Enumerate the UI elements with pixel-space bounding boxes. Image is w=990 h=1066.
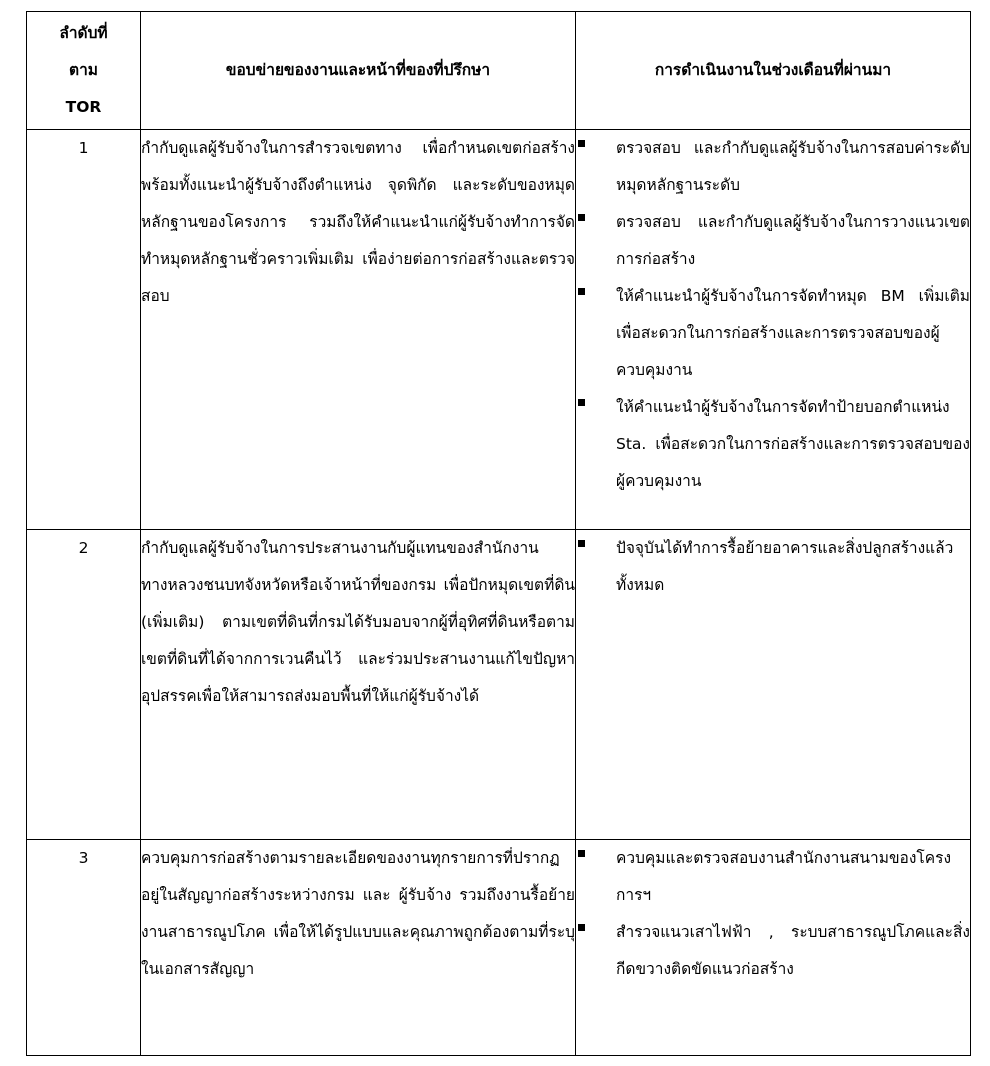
header-past-month-work: การดำเนินงานในช่วงเดือนที่ผ่านมา [576, 12, 971, 130]
square-bullet-icon [578, 540, 585, 547]
table-row [27, 130, 971, 530]
square-bullet-icon [578, 140, 585, 147]
table-row [27, 530, 971, 840]
work-item-text: สำรวจแนวเสาไฟฟ้า , ระบบสาธารณูปโภคและสิ่งกีดขวางติดขัดแนวก่อสร้าง [616, 923, 970, 978]
work-item [576, 130, 970, 204]
square-bullet-icon [578, 924, 585, 931]
work-item [576, 530, 970, 604]
work-item-text: ควบคุมและตรวจสอบงานสำนักงานสนามของโครงการฯ [616, 849, 952, 904]
work-item [576, 278, 970, 389]
work-list [576, 130, 970, 500]
work-item [576, 840, 970, 914]
square-bullet-icon [578, 288, 585, 295]
square-bullet-icon [578, 214, 585, 221]
work-item [576, 914, 970, 988]
table-row [27, 840, 971, 1056]
header-consultant-scope: ขอบข่ายของงานและหน้าที่ของที่ปรึกษา [141, 12, 576, 130]
work-item [576, 389, 970, 500]
row-work [576, 840, 971, 1056]
work-item-text: ปัจจุบันได้ทำการรื้อย้ายอาคารและสิ่งปลูกสร้างแล้วทั้งหมด [616, 539, 954, 594]
work-list [576, 840, 970, 988]
work-item [576, 204, 970, 278]
square-bullet-icon [578, 399, 585, 406]
work-list [576, 530, 970, 604]
work-item-text: ให้คำแนะนำผู้รับจ้างในการจัดทำหมุด BM เพิ่มเติม เพื่อสะดวกในการก่อสร้างและการตรวจสอบของผู้ควบคุมงาน [616, 287, 970, 379]
row-scope: ควบคุมการก่อสร้างตามรายละเอียดของงานทุกรายการที่ปรากฏอยู่ในสัญญาก่อสร้างระหว่างกรม และ ผู้รับจ้าง รวมถึงงานรื้อย้ายงานสาธารณูปโภค เพื่อให้ได้รูปแบบและคุณภาพถูกต้องตามที่ระบุในเอกสารสัญญา [141, 840, 576, 1056]
header-tor-number-line: TOR [65, 98, 102, 116]
row-work [576, 130, 971, 530]
row-number: 1 [27, 130, 141, 530]
work-item-text: ตรวจสอบ และกำกับดูแลผู้รับจ้างในการวางแนวเขตการก่อสร้าง [616, 213, 970, 268]
row-scope: กำกับดูแลผู้รับจ้างในการสำรวจเขตทาง เพื่อกำหนดเขตก่อสร้าง พร้อมทั้งแนะนำผู้รับจ้างถึงตำแหน่ง จุดพิกัด และระดับของหมุดหลักฐานของโครงการ รวมถึงให้คำแนะนำแก่ผู้รับจ้างทำการจัดทำหมุดหลักฐานชั่วคราวเพิ่มเติม เพื่อง่ายต่อการก่อสร้างและตรวจสอบ [141, 130, 576, 530]
header-row [27, 12, 971, 130]
tor-table [26, 11, 971, 1056]
row-scope: กำกับดูแลผู้รับจ้างในการประสานงานกับผู้แทนของสำนักงานทางหลวงชนบทจังหวัดหรือเจ้าหน้าที่ของกรม เพื่อปักหมุดเขตที่ดิน (เพิ่มเติม) ตามเขตที่ดินที่กรมได้รับมอบจากผู้ที่อุทิศที่ดินหรือตามเขตที่ดินที่ได้จากการเวนคืนไว้ และร่วมประสานงานแก้ไขปัญหาอุปสรรคเพื่อให้สามารถส่งมอบพื้นที่ให้แก่ผู้รับจ้างได้ [141, 530, 576, 840]
row-number: 3 [27, 840, 141, 1056]
row-number: 2 [27, 530, 141, 840]
work-item-text: ให้คำแนะนำผู้รับจ้างในการจัดทำป้ายบอกตำแหน่ง Sta. เพื่อสะดวกในการก่อสร้างและการตรวจสอบของผู้ควบคุมงาน [616, 398, 970, 490]
header-tor-number-line: ตาม [69, 61, 98, 79]
work-item-text: ตรวจสอบ และกำกับดูแลผู้รับจ้างในการสอบค่าระดับ หมุดหลักฐานระดับ [616, 139, 970, 194]
row-work [576, 530, 971, 840]
header-tor-number [27, 12, 141, 130]
header-tor-number-line: ลำดับที่ [59, 24, 108, 42]
square-bullet-icon [578, 850, 585, 857]
